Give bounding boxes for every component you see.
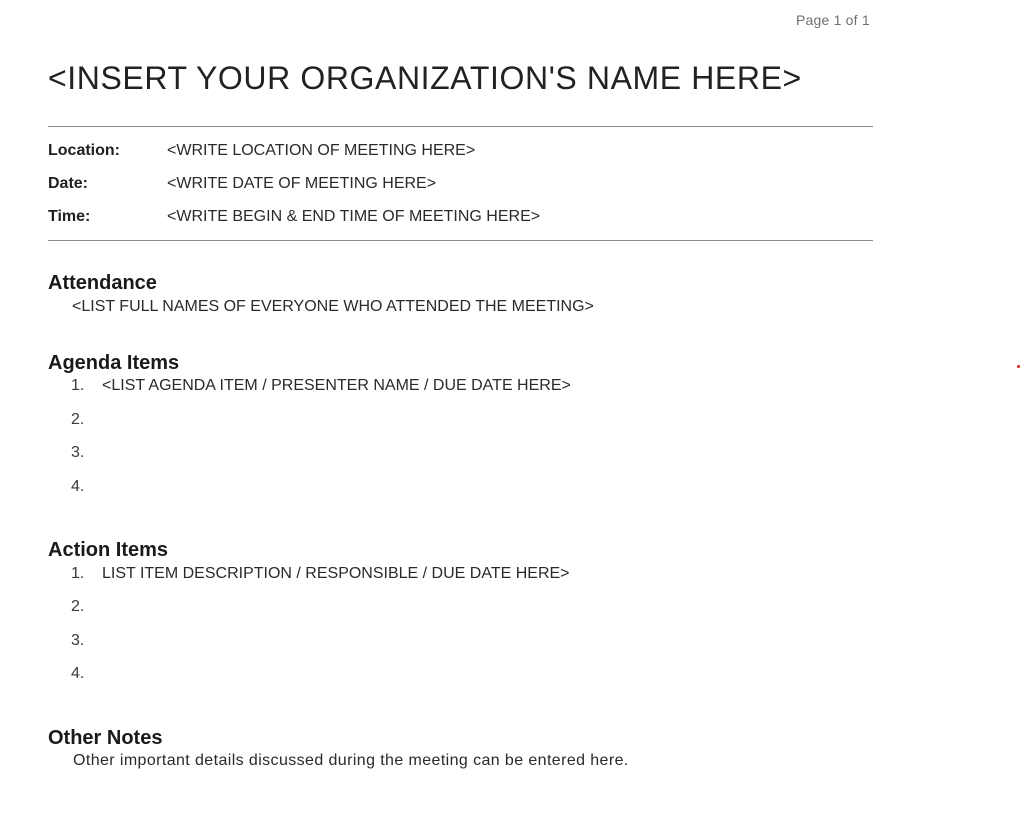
date-row [48, 173, 436, 195]
agenda-item-number: 1. [71, 377, 85, 394]
time-label: Time: [48, 208, 91, 225]
date-label: Date: [48, 175, 89, 192]
attendance-heading: Attendance [48, 272, 157, 294]
page-number: Page 1 of 1 [796, 12, 870, 28]
bottom-divider [48, 240, 873, 241]
action-item-number: 3. [71, 632, 85, 649]
location-label: Location: [48, 142, 120, 159]
time-value: <WRITE BEGIN & END TIME OF MEETING HERE> [167, 208, 541, 225]
agenda-item-number: 2. [71, 411, 85, 428]
location-value: <WRITE LOCATION OF MEETING HERE> [167, 142, 476, 159]
agenda-item-number: 4. [71, 478, 85, 495]
agenda-heading: Agenda Items [48, 352, 180, 374]
action-item-number: 1. [71, 565, 85, 582]
action-item-number: 2. [71, 598, 85, 615]
stray-mark [1017, 365, 1020, 368]
organization-title: <INSERT YOUR ORGANIZATION'S NAME HERE> [48, 60, 802, 96]
top-divider [48, 126, 873, 127]
attendance-text: <LIST FULL NAMES OF EVERYONE WHO ATTENDED THE MEETING> [72, 298, 594, 315]
other-notes-heading: Other Notes [48, 727, 163, 749]
time-row [48, 206, 540, 228]
action-items-heading: Action Items [48, 539, 169, 561]
action-item-text: LIST ITEM DESCRIPTION / RESPONSIBLE / DUE DATE HERE> [102, 565, 570, 582]
agenda-item-number: 3. [71, 444, 85, 461]
date-value: <WRITE DATE OF MEETING HERE> [167, 175, 437, 192]
agenda-item-text: <LIST AGENDA ITEM / PRESENTER NAME / DUE DATE HERE> [102, 377, 571, 394]
other-notes-text: Other important details discussed during the meeting can be entered here. [73, 752, 629, 769]
action-item-number: 4. [71, 665, 85, 682]
location-row [48, 140, 475, 162]
